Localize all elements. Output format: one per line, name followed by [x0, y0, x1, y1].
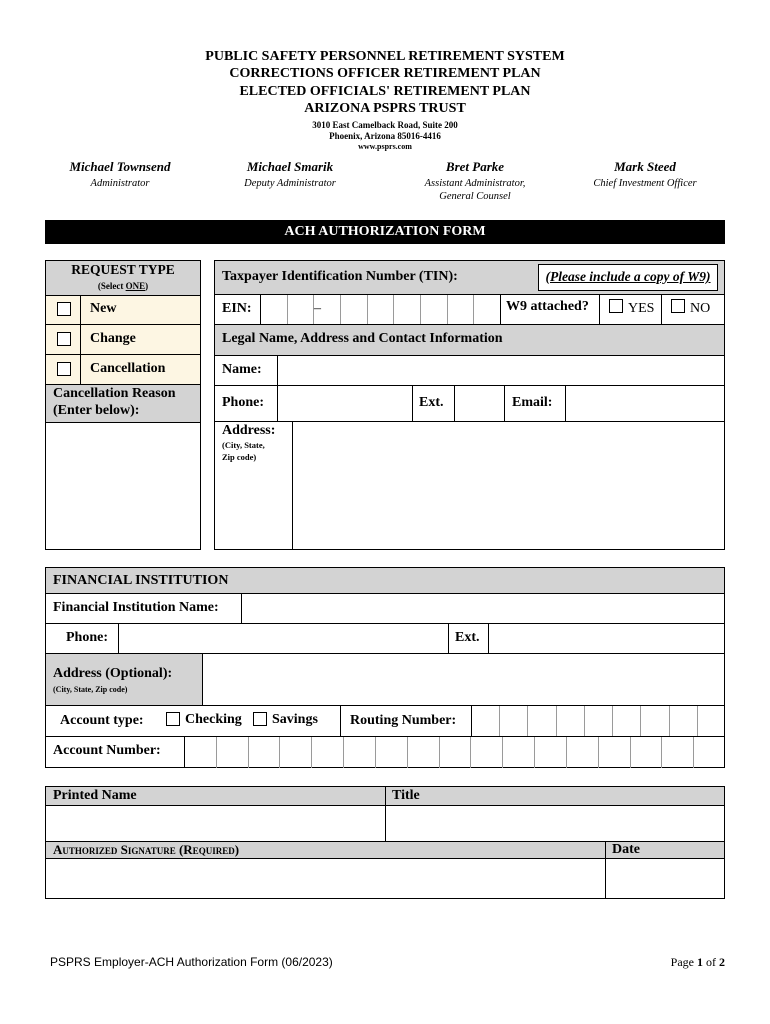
- printed-name-input[interactable]: [46, 806, 384, 840]
- request-cancellation-checkbox[interactable]: [57, 362, 71, 376]
- fi-address-hint: (City, State, Zip code): [53, 685, 128, 694]
- savings-label: Savings: [272, 712, 318, 727]
- checking-label: Checking: [185, 712, 242, 727]
- printed-name-label: Printed Name: [53, 788, 137, 803]
- contact-email-label: Email:: [512, 395, 553, 410]
- official-name-4: Mark Steed: [614, 159, 676, 174]
- routing-digit-cell[interactable]: [697, 706, 725, 736]
- fi-phone-label: Phone:: [66, 630, 108, 645]
- fi-phone-input[interactable]: [119, 624, 448, 652]
- account-digit-cell[interactable]: [375, 737, 407, 768]
- account-digit-cell[interactable]: [216, 737, 248, 768]
- contact-address-input[interactable]: [293, 422, 724, 549]
- account-digit-cell[interactable]: [184, 737, 216, 768]
- account-digit-cell[interactable]: [343, 737, 375, 768]
- account-digit-cell[interactable]: [311, 737, 343, 768]
- financial-heading: FINANCIAL INSTITUTION: [53, 573, 229, 588]
- request-change-label: Change: [90, 331, 136, 346]
- contact-email-input[interactable]: [566, 386, 724, 420]
- contact-name-label: Name:: [222, 362, 262, 377]
- request-cancellation-label: Cancellation: [90, 361, 166, 376]
- ein-digit-cell[interactable]: [393, 295, 420, 324]
- account-digit-cell[interactable]: [502, 737, 534, 768]
- org-name-line-1: PUBLIC SAFETY PERSONNEL RETIREMENT SYSTEM: [205, 49, 565, 64]
- request-change-checkbox[interactable]: [57, 332, 71, 346]
- ein-digit-cell[interactable]: [420, 295, 447, 324]
- routing-digit-cell[interactable]: [527, 706, 555, 736]
- authorized-signature-label: Authorized Signature (Required): [53, 842, 240, 857]
- routing-digit-cell[interactable]: [669, 706, 697, 736]
- routing-digit-cell[interactable]: [584, 706, 612, 736]
- official-title-2: Deputy Administrator: [244, 178, 336, 189]
- ein-label: EIN:: [222, 301, 252, 316]
- w9-yes-label: YES: [628, 301, 655, 316]
- account-digit-cell[interactable]: [630, 737, 662, 768]
- routing-digit-cell[interactable]: [640, 706, 668, 736]
- footer-form-id: PSPRS Employer-ACH Authorization Form (06/2023): [50, 955, 333, 969]
- org-name-line-2: CORRECTIONS OFFICER RETIREMENT PLAN: [229, 66, 541, 81]
- account-digit-cell[interactable]: [439, 737, 471, 768]
- routing-digit-cell[interactable]: [471, 706, 499, 736]
- w9-no-checkbox[interactable]: [671, 299, 685, 313]
- contact-address-hint-1: (City, State,: [222, 440, 265, 450]
- org-address-line-2: Phoenix, Arizona 85016-4416: [329, 131, 441, 141]
- contact-name-input[interactable]: [278, 356, 724, 384]
- w9-no-label: NO: [690, 301, 711, 316]
- account-digit-cell[interactable]: [279, 737, 311, 768]
- fi-address-input[interactable]: [203, 654, 724, 704]
- w9-attached-label: W9 attached?: [506, 299, 589, 314]
- title-label: Title: [392, 788, 420, 803]
- ein-digit-cell[interactable]: [287, 295, 314, 324]
- cancellation-reason-label: Cancellation Reason: [53, 386, 176, 401]
- savings-checkbox[interactable]: [253, 712, 267, 726]
- routing-number-label: Routing Number:: [350, 713, 457, 728]
- request-new-checkbox[interactable]: [57, 302, 71, 316]
- account-digit-cell[interactable]: [407, 737, 439, 768]
- date-input[interactable]: [606, 859, 724, 898]
- form-title: ACH AUTHORIZATION FORM: [45, 220, 725, 244]
- contact-phone-label: Phone:: [222, 395, 264, 410]
- w9-yes-checkbox[interactable]: [609, 299, 623, 313]
- cancellation-reason-hint: (Enter below):: [53, 403, 140, 418]
- footer-page-number: Page 1 of 2: [670, 955, 725, 969]
- official-title-4: Chief Investment Officer: [593, 178, 697, 189]
- ein-digit-cell[interactable]: [473, 295, 500, 324]
- fi-name-label: Financial Institution Name:: [53, 600, 219, 615]
- fi-ext-input[interactable]: [489, 624, 724, 652]
- ein-digit-cell[interactable]: [340, 295, 367, 324]
- contact-heading: Legal Name, Address and Contact Information: [222, 331, 503, 346]
- official-title-3b: General Counsel: [439, 191, 511, 202]
- title-input[interactable]: [386, 806, 724, 840]
- request-type-subheading: (Select ONE): [97, 281, 149, 291]
- official-name-1: Michael Townsend: [69, 159, 171, 174]
- checking-checkbox[interactable]: [166, 712, 180, 726]
- fi-name-input[interactable]: [242, 594, 724, 622]
- account-digit-cell[interactable]: [693, 737, 725, 768]
- account-digit-cell[interactable]: [566, 737, 598, 768]
- org-website: www.psprs.com: [358, 142, 412, 151]
- contact-address-label: Address:: [222, 423, 276, 438]
- account-digit-cell[interactable]: [534, 737, 566, 768]
- request-new-label: New: [90, 301, 117, 316]
- ein-digit-cell[interactable]: [260, 295, 287, 324]
- date-label: Date: [612, 842, 640, 857]
- request-type-heading: REQUEST TYPE: [71, 262, 175, 277]
- fi-address-label: Address (Optional):: [53, 666, 173, 681]
- cancellation-reason-input[interactable]: [46, 423, 200, 549]
- official-name-3: Bret Parke: [445, 159, 505, 174]
- official-title-3: Assistant Administrator,: [424, 178, 526, 189]
- contact-phone-input[interactable]: [278, 386, 412, 420]
- ein-dash: –: [314, 301, 321, 316]
- contact-ext-label: Ext.: [419, 395, 444, 410]
- contact-ext-input[interactable]: [455, 386, 504, 420]
- org-name-line-4: ARIZONA PSPRS TRUST: [304, 101, 466, 116]
- authorized-signature-input[interactable]: [46, 859, 604, 898]
- org-name-line-3: ELECTED OFFICIALS' RETIREMENT PLAN: [239, 84, 531, 99]
- account-digit-cell[interactable]: [661, 737, 693, 768]
- tin-heading: Taxpayer Identification Number (TIN):: [222, 269, 458, 284]
- account-digit-cell[interactable]: [598, 737, 630, 768]
- account-number-label: Account Number:: [53, 743, 161, 758]
- routing-digit-cell[interactable]: [499, 706, 527, 736]
- ein-digit-cell[interactable]: [367, 295, 394, 324]
- official-name-2: Michael Smarik: [246, 159, 334, 174]
- account-digit-cell[interactable]: [470, 737, 502, 768]
- routing-digit-cell[interactable]: [612, 706, 640, 736]
- account-digit-cell[interactable]: [248, 737, 280, 768]
- tin-w9-note: (Please include a copy of W9): [545, 269, 711, 284]
- routing-digit-cell[interactable]: [556, 706, 584, 736]
- account-type-label: Account type:: [60, 713, 144, 728]
- official-title-1: Administrator: [90, 178, 150, 189]
- fi-ext-label: Ext.: [455, 630, 480, 645]
- org-address-line-1: 3010 East Camelback Road, Suite 200: [312, 120, 458, 130]
- ein-digit-cell[interactable]: [447, 295, 474, 324]
- contact-address-hint-2: Zip code): [222, 452, 257, 462]
